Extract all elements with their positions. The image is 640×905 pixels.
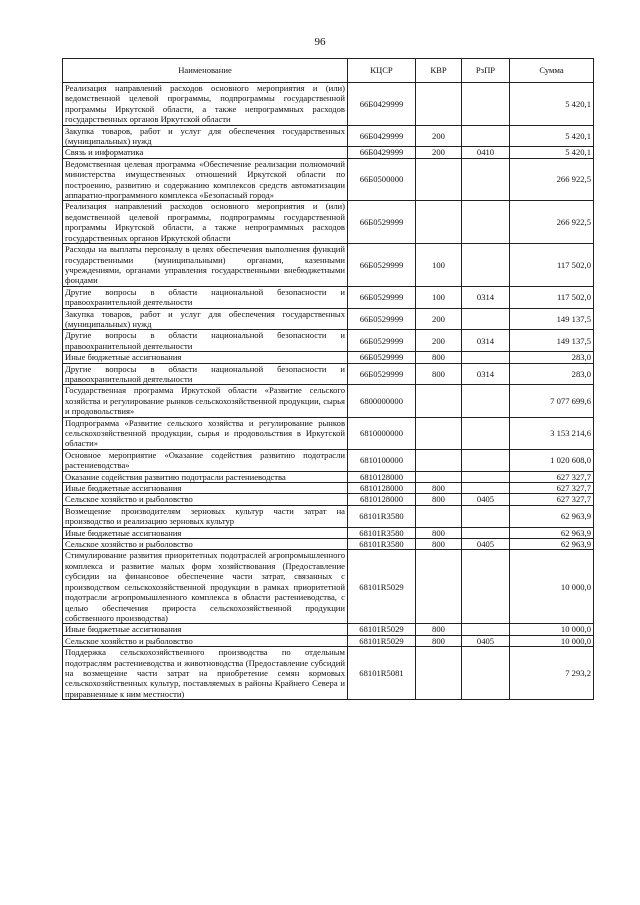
cell-sum: 7 077 699,6 (510, 385, 594, 417)
table-row (63, 385, 594, 417)
cell-rzpr (462, 83, 510, 126)
header-sum: Сумма (510, 59, 594, 83)
cell-rzpr: 0314 (462, 363, 510, 385)
cell-code: 6810100000 (348, 449, 416, 471)
table-row (63, 147, 594, 158)
cell-code: 66Б0529999 (348, 363, 416, 385)
cell-name: Государственная программа Иркутской области «Развитие сельского хозяйства и регулирование рынков сельскохозяйственной продукции, сырья и продовольствия» (63, 385, 348, 417)
cell-code: 66Б0429999 (348, 125, 416, 147)
cell-rzpr (462, 647, 510, 700)
cell-name: Сельское хозяйство и рыболовство (63, 494, 348, 505)
table-row (63, 201, 594, 244)
cell-code: 68101R5029 (348, 550, 416, 624)
cell-rzpr (462, 125, 510, 147)
cell-code: 66Б0529999 (348, 244, 416, 287)
cell-kvr (416, 550, 462, 624)
cell-kvr (416, 385, 462, 417)
table-row (63, 363, 594, 385)
table-row (63, 83, 594, 126)
cell-code: 66Б0529999 (348, 308, 416, 330)
cell-kvr: 800 (416, 352, 462, 363)
cell-sum: 627 327,7 (510, 471, 594, 482)
cell-sum: 10 000,0 (510, 550, 594, 624)
cell-kvr: 100 (416, 244, 462, 287)
table-row (63, 505, 594, 527)
cell-name: Иные бюджетные ассигнования (63, 352, 348, 363)
cell-name: Иные бюджетные ассигнования (63, 624, 348, 635)
cell-code: 66Б0500000 (348, 158, 416, 201)
cell-sum: 266 922,5 (510, 158, 594, 201)
cell-name: Стимулирование развития приоритетных подотраслей агропромышленного комплекса и развитие малых форм хозяйствования (Предоставление субсидии на финансовое обеспечение части затрат, связанных с производством сельскохозяйственной продукции в рамках приоритетной подотрасли агропромышленного комплекса в области растениеводства, с целью обеспечения прироста сельскохозяйственной продукции собственного производства) (63, 550, 348, 624)
cell-code: 66Б0529999 (348, 352, 416, 363)
cell-name: Возмещение производителям зерновых культур части затрат на производство и реализацию зерновых культур (63, 505, 348, 527)
cell-rzpr (462, 385, 510, 417)
cell-rzpr: 0405 (462, 635, 510, 646)
cell-sum: 3 153 214,6 (510, 417, 594, 449)
cell-kvr (416, 449, 462, 471)
cell-rzpr (462, 201, 510, 244)
cell-kvr: 800 (416, 483, 462, 494)
cell-kvr (416, 647, 462, 700)
cell-code: 68101R3580 (348, 505, 416, 527)
cell-name: Закупка товаров, работ и услуг для обеспечения государственных (муниципальных) нужд (63, 125, 348, 147)
cell-rzpr (462, 352, 510, 363)
cell-rzpr (462, 483, 510, 494)
cell-sum: 266 922,5 (510, 201, 594, 244)
table-row (63, 286, 594, 308)
header-kvr: КВР (416, 59, 462, 83)
cell-code: 66Б0529999 (348, 201, 416, 244)
cell-name: Подпрограмма «Развитие сельского хозяйства и регулирование рынков сельскохозяйственной продукции, сырья и продовольствия в Иркутской области» (63, 417, 348, 449)
cell-sum: 149 137,5 (510, 330, 594, 352)
cell-code: 6810128000 (348, 483, 416, 494)
table-row (63, 158, 594, 201)
table-row (63, 483, 594, 494)
cell-code: 66Б0429999 (348, 83, 416, 126)
cell-rzpr: 0405 (462, 494, 510, 505)
cell-code: 68101R5029 (348, 635, 416, 646)
cell-rzpr (462, 471, 510, 482)
cell-name: Расходы на выплаты персоналу в целях обеспечения выполнения функций государственными (муниципальными) органами, казенными учреждениями, органами управления государственными внебюджетными фондами (63, 244, 348, 287)
cell-name: Иные бюджетные ассигнования (63, 527, 348, 538)
table-row (63, 308, 594, 330)
cell-kvr (416, 201, 462, 244)
table-row (63, 352, 594, 363)
cell-sum: 283,0 (510, 363, 594, 385)
table-row (63, 527, 594, 538)
cell-sum: 7 293,2 (510, 647, 594, 700)
cell-rzpr (462, 449, 510, 471)
cell-code: 6800000000 (348, 385, 416, 417)
cell-sum: 10 000,0 (510, 624, 594, 635)
cell-sum: 117 502,0 (510, 244, 594, 287)
cell-rzpr (462, 550, 510, 624)
cell-sum: 62 963,9 (510, 539, 594, 550)
cell-name: Другие вопросы в области национальной безопасности и правоохранительной деятельности (63, 286, 348, 308)
cell-sum: 5 420,1 (510, 147, 594, 158)
cell-kvr (416, 158, 462, 201)
table-row (63, 125, 594, 147)
table-row (63, 494, 594, 505)
header-code: КЦСР (348, 59, 416, 83)
cell-rzpr (462, 158, 510, 201)
table-row (63, 635, 594, 646)
cell-code: 66Б0429999 (348, 147, 416, 158)
cell-name: Сельское хозяйство и рыболовство (63, 635, 348, 646)
cell-kvr: 200 (416, 308, 462, 330)
cell-kvr (416, 471, 462, 482)
cell-kvr: 800 (416, 624, 462, 635)
cell-kvr: 800 (416, 494, 462, 505)
cell-kvr: 800 (416, 539, 462, 550)
table-body (63, 83, 594, 700)
cell-code: 6810000000 (348, 417, 416, 449)
cell-name: Сельское хозяйство и рыболовство (63, 539, 348, 550)
cell-kvr: 200 (416, 330, 462, 352)
cell-sum: 1 020 608,0 (510, 449, 594, 471)
cell-rzpr (462, 624, 510, 635)
cell-kvr: 200 (416, 125, 462, 147)
cell-code: 6810128000 (348, 471, 416, 482)
cell-code: 66Б0529999 (348, 330, 416, 352)
cell-code: 68101R5081 (348, 647, 416, 700)
table-row (63, 330, 594, 352)
cell-name: Другие вопросы в области национальной безопасности и правоохранительной деятельности (63, 363, 348, 385)
cell-kvr (416, 417, 462, 449)
cell-name: Основное мероприятие «Оказание содействия развитию подотрасли растениеводства» (63, 449, 348, 471)
header-name: Наименование (63, 59, 348, 83)
table-row (63, 624, 594, 635)
cell-kvr (416, 83, 462, 126)
cell-sum: 5 420,1 (510, 125, 594, 147)
cell-rzpr (462, 505, 510, 527)
table-row (63, 471, 594, 482)
cell-rzpr (462, 308, 510, 330)
cell-name: Иные бюджетные ассигнования (63, 483, 348, 494)
cell-kvr (416, 505, 462, 527)
cell-sum: 283,0 (510, 352, 594, 363)
cell-rzpr: 0314 (462, 286, 510, 308)
page-number: 96 (314, 36, 326, 48)
cell-sum: 149 137,5 (510, 308, 594, 330)
cell-code: 6810128000 (348, 494, 416, 505)
cell-kvr: 800 (416, 527, 462, 538)
cell-name: Ведомственная целевая программа «Обеспечение реализации полномочий министерства имущественных отношений Иркутской области по построению, развитию и содержанию комплексов средств автоматизации аппаратно-программного комплекса «Безопасный город» (63, 158, 348, 201)
cell-code: 68101R3580 (348, 539, 416, 550)
cell-code: 68101R3580 (348, 527, 416, 538)
cell-name: Закупка товаров, работ и услуг для обеспечения государственных (муниципальных) нужд (63, 308, 348, 330)
table-row (63, 449, 594, 471)
cell-rzpr (462, 417, 510, 449)
cell-rzpr (462, 527, 510, 538)
cell-kvr: 100 (416, 286, 462, 308)
cell-name: Другие вопросы в области национальной безопасности и правоохранительной деятельности (63, 330, 348, 352)
cell-code: 68101R5029 (348, 624, 416, 635)
table-row (63, 244, 594, 287)
cell-kvr: 200 (416, 147, 462, 158)
table-row (63, 417, 594, 449)
cell-sum: 10 000,0 (510, 635, 594, 646)
table-row (63, 539, 594, 550)
cell-rzpr: 0314 (462, 330, 510, 352)
cell-name: Связь и информатика (63, 147, 348, 158)
cell-name: Оказание содействия развитию подотрасли растениеводства (63, 471, 348, 482)
table-row (63, 550, 594, 624)
cell-kvr: 800 (416, 363, 462, 385)
cell-name: Реализация направлений расходов основного мероприятия и (или) ведомственной целевой программы, подпрограммы государственной программы Иркутской области, а также непрограммных расходов государственных органов Иркутской области (63, 201, 348, 244)
cell-code: 66Б0529999 (348, 286, 416, 308)
budget-table (62, 58, 594, 700)
cell-sum: 5 420,1 (510, 83, 594, 126)
header-rzpr: РзПР (462, 59, 510, 83)
table-header-row (63, 59, 594, 83)
cell-kvr: 800 (416, 635, 462, 646)
cell-rzpr: 0410 (462, 147, 510, 158)
cell-sum: 62 963,9 (510, 527, 594, 538)
table-row (63, 647, 594, 700)
cell-sum: 627 327,7 (510, 483, 594, 494)
cell-rzpr (462, 244, 510, 287)
cell-name: Поддержка сельскохозяйственного производства по отдельным подотраслям растениеводства и животноводства (Предоставление субсидий на возмещение части затрат на приобретение семян кормовых сельскохозяйственных культур, поставляемых в районы Крайнего Севера и приравненные к ним местности) (63, 647, 348, 700)
cell-rzpr: 0405 (462, 539, 510, 550)
cell-sum: 62 963,9 (510, 505, 594, 527)
cell-sum: 627 327,7 (510, 494, 594, 505)
cell-sum: 117 502,0 (510, 286, 594, 308)
cell-name: Реализация направлений расходов основного мероприятия и (или) ведомственной целевой программы, подпрограммы государственной программы Иркутской области, а также непрограммных расходов государственных органов Иркутской области (63, 83, 348, 126)
